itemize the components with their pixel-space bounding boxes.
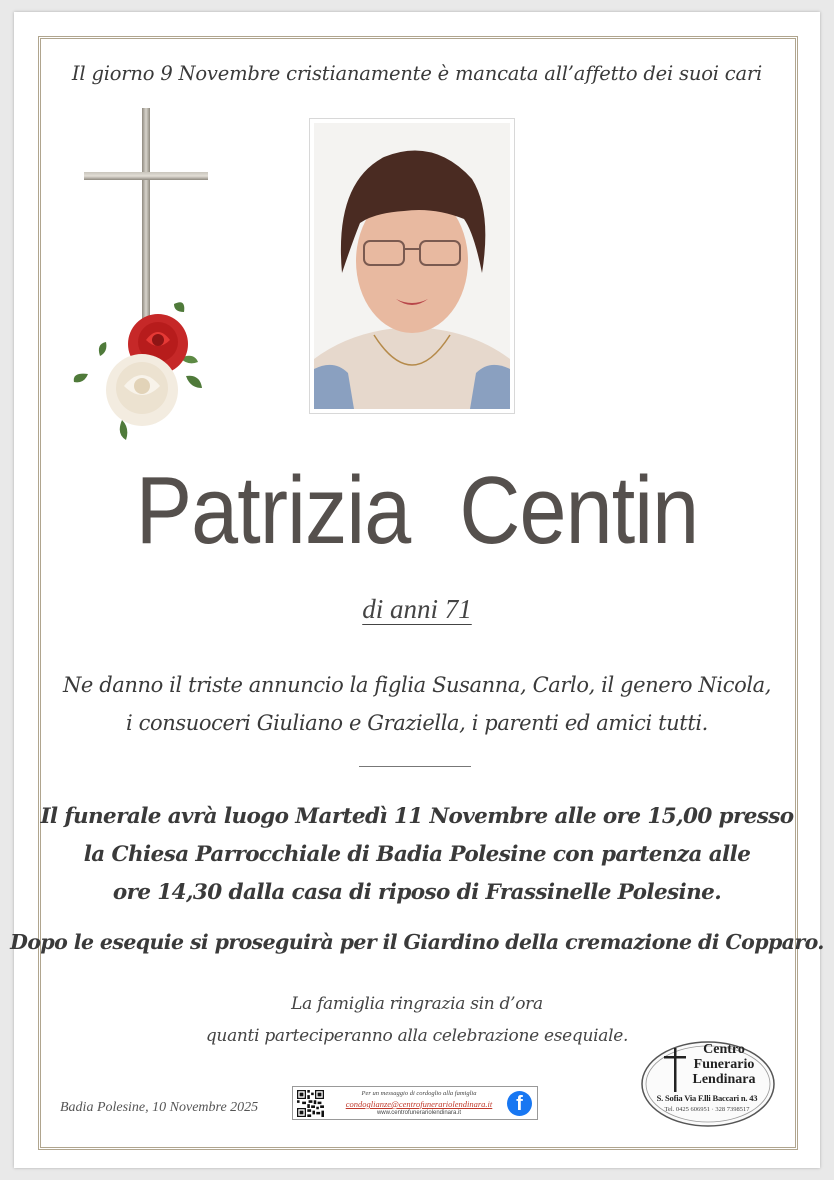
- thanks-line: quanti parteciperanno alla celebrazione esequiale.: [205, 1026, 629, 1046]
- funeral-home-phones: Tel. 0425 606951 · 328 7398517: [664, 1106, 750, 1113]
- thanks-line: La famiglia ringrazia sin d’ora: [291, 994, 543, 1014]
- funeral-home-name-line: Lendinara: [692, 1072, 756, 1087]
- website-link[interactable]: www.centrofunerariolendinara.it: [376, 1110, 462, 1116]
- funeral-home-name: [684, 1042, 764, 1087]
- age-text: di anni 71: [362, 594, 472, 624]
- funeral-line: la Chiesa Parrocchiale di Badia Polesine con partenza alle: [83, 842, 751, 867]
- portrait-image: [314, 123, 510, 409]
- funeral-home-name-line: Centro: [703, 1042, 745, 1057]
- announcement-line: i consuoceri Giuliano e Graziella, i parenti ed amici tutti.: [126, 711, 708, 735]
- age-line: [0, 594, 834, 625]
- opening-line: Il giorno 9 Novembre cristianamente è mancata all’affetto dei suoi cari: [71, 62, 763, 85]
- place-date: Badia Polesine, 10 Novembre 2025: [60, 1100, 259, 1115]
- facebook-icon[interactable]: f: [507, 1091, 532, 1116]
- roses-icon: [70, 296, 206, 446]
- portrait-photo: [309, 118, 515, 414]
- divider: [359, 766, 471, 767]
- condolence-message-box[interactable]: [292, 1086, 538, 1120]
- condolence-email-link[interactable]: condoglianze@centrofunerariolendinara.it: [345, 1099, 493, 1109]
- qr-code-icon[interactable]: [297, 1090, 324, 1117]
- announcement-line: Ne danno il triste annuncio la figlia Susanna, Carlo, il genero Nicola,: [62, 673, 772, 697]
- after-service-line: Dopo le esequie si proseguirà per il Giardino della cremazione di Copparo.: [10, 930, 824, 954]
- funeral-details: [0, 798, 834, 912]
- funeral-line: ore 14,30 dalla casa di riposo di Frassinelle Polesine.: [112, 880, 722, 905]
- funeral-home-name-line: Funerario: [693, 1057, 755, 1072]
- message-intro: Per un messaggio di cordoglio alla famiglia: [361, 1090, 477, 1097]
- deceased-name: Patrizia Centin: [135, 457, 699, 564]
- funeral-home-address: S. Sofia Via F.lli Baccari n. 43: [656, 1093, 758, 1103]
- funeral-line: Il funerale avrà luogo Martedì 11 Novembre alle ore 15,00 presso: [40, 804, 794, 829]
- announcement-block: [0, 666, 834, 742]
